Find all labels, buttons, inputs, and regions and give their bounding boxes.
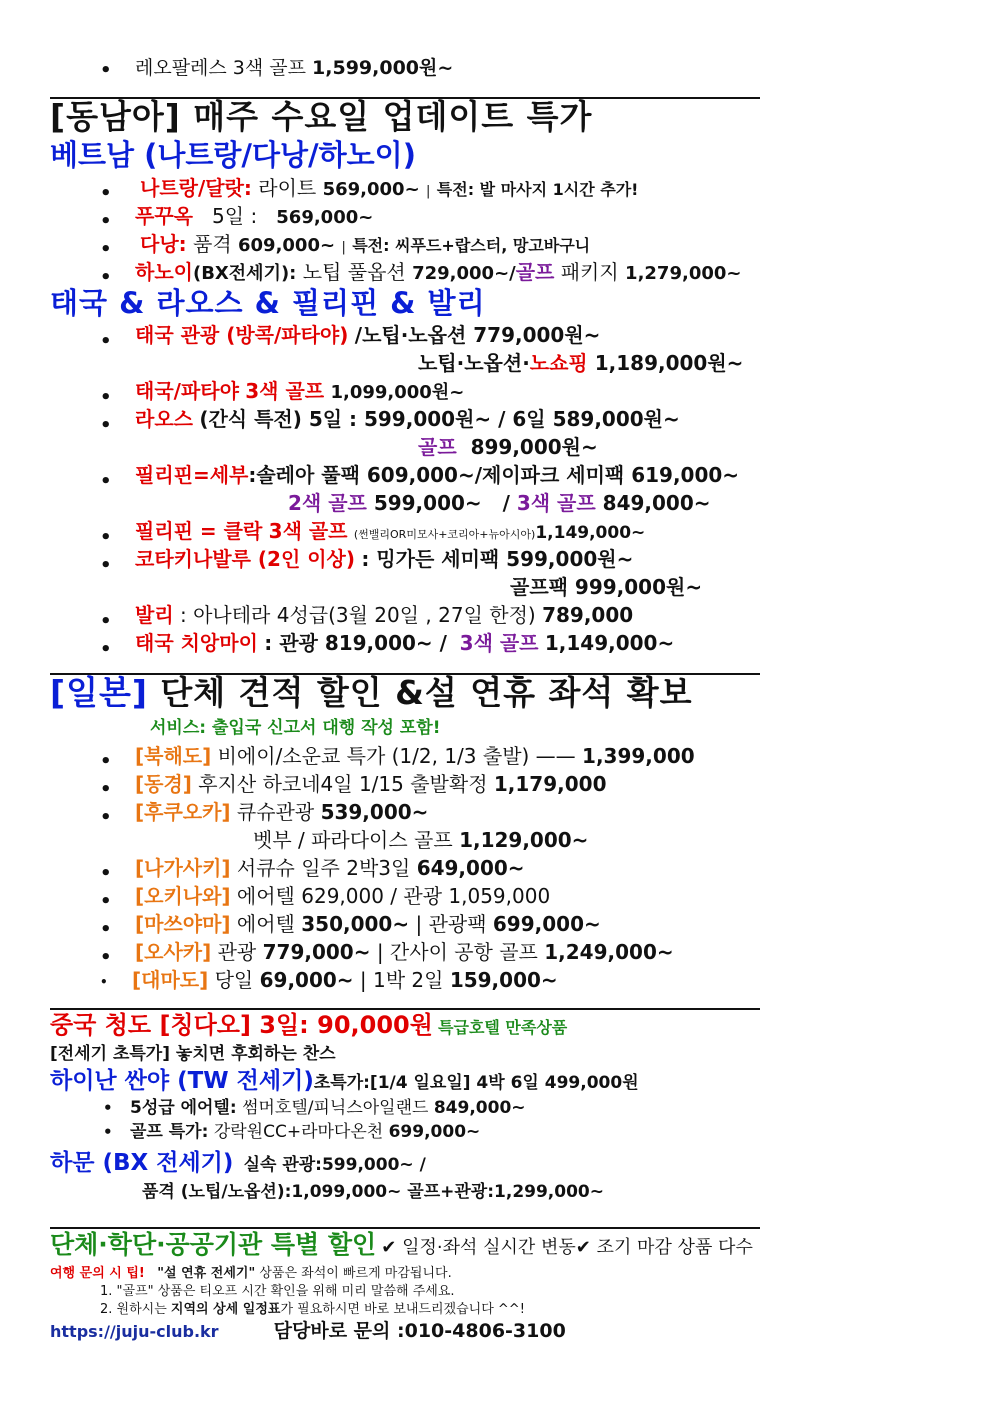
item-name: [나가사키] (135, 856, 231, 880)
item-desc: | 간사이 공항 골프 (376, 940, 538, 964)
list-item-cont (418, 436, 598, 459)
item-price: 789,000 (542, 603, 634, 627)
bullet: • (100, 415, 112, 436)
item-desc: 서큐슈 일주 2박3일 (236, 856, 411, 880)
xiamen-line2: 품격 (노팁/노옵션):1,099,000~ 골프+관광:1,299,000~ (142, 1182, 604, 1202)
xiamen-title: 하문 (BX 전세기) (50, 1150, 234, 1176)
item-highlight: 노쇼핑 (529, 351, 588, 375)
golf-label: 2색 골프 (288, 491, 367, 515)
china-badge: 특급호텔 만족상품 (438, 1018, 568, 1037)
item-name: 하노이 (135, 260, 193, 284)
item-price: 779,000~ (262, 940, 371, 964)
footer-heading-row (50, 1231, 753, 1260)
item-name: [북해도] (135, 744, 212, 768)
item-name: 나트랑/달랏: (140, 176, 252, 200)
item-desc: 5일 : (212, 204, 258, 228)
item-desc: 관광 (217, 940, 257, 964)
hainan-desc: 초특가:[1/4 일요일] 4박 6일 499,000원 (313, 1073, 639, 1093)
bullet: • (100, 639, 112, 660)
item-desc: 후지산 하코네4일 1/15 출발확정 (198, 772, 488, 796)
golf-label: 3색 골프 (245, 379, 325, 403)
list-item (135, 885, 550, 908)
item-price: 350,000~ (301, 912, 410, 936)
item-price: 1,399,000 (582, 744, 695, 768)
list-item (135, 745, 695, 768)
item-desc: 품격 (193, 232, 232, 256)
item-name: 태국 관광 (방콕/파타야) (135, 323, 349, 347)
list-item (140, 177, 638, 201)
item-desc: : 아나테라 4성급(3월 20일 , 27일 한정) (180, 603, 536, 627)
item-price: 539,000~ (320, 800, 429, 824)
item-desc: 노팁·노옵션· (418, 351, 530, 375)
item-desc: :솔레아 풀팩 609,000~/제이파크 세미팩 619,000~ (248, 463, 740, 487)
list-item (135, 632, 674, 655)
japan-tag: [일본] (50, 673, 148, 712)
item-name: 태국 치앙마이 (135, 631, 258, 655)
item-name: 필리핀 = 클락 (135, 519, 263, 543)
item-name: 코타키나발루 (2인 이상) (135, 547, 356, 571)
item-price: 1,149,000~ (535, 523, 646, 543)
item-price: 649,000~ (416, 856, 525, 880)
section-heading-sea: [동남아] 매주 수요일 업데이트 특가 (50, 97, 593, 136)
tip-text: 가 필요하시면 바로 보내드리겠습니다 ^^! (280, 1302, 525, 1317)
bullet: • (100, 387, 112, 408)
bullet: • (100, 751, 112, 772)
china-heading: 중국 청도 [칭다오] 3일: 90,000원 (50, 1011, 433, 1039)
item-price: 69,000~ (259, 968, 354, 992)
list-item (135, 548, 633, 571)
footer-heading: 단체·학단·공공기관 특별 할인 (50, 1230, 377, 1259)
item-name: 태국/파타야 (135, 379, 239, 403)
item-price: 569,000~ (322, 179, 420, 200)
list-item (130, 1099, 526, 1119)
list-item (135, 520, 645, 544)
tip-text: 상품은 좌석이 빠르게 마감됩니다. (259, 1266, 452, 1281)
item-price: 1,599,000원~ (312, 57, 454, 79)
item-price: 1,129,000~ (459, 828, 589, 852)
list-item (135, 604, 633, 627)
item-name: [대마도] (132, 968, 209, 992)
bullet: • (100, 183, 112, 204)
list-item (135, 913, 601, 936)
list-item (135, 380, 464, 404)
item-price: 699,000~ (492, 912, 601, 936)
item-price: 609,000~ (238, 235, 336, 256)
bullet: • (103, 1099, 113, 1117)
section-heading-japan (50, 674, 693, 712)
bullet: • (100, 863, 112, 884)
bullet: • (100, 239, 112, 260)
bullet: • (100, 471, 112, 492)
charter-note: [전세기 초특가] 놓치면 후회하는 찬스 (50, 1044, 336, 1064)
tip-text: 2. 원하시는 (100, 1302, 167, 1317)
bullet: • (100, 919, 112, 940)
list-item (135, 773, 606, 796)
separator: | (426, 184, 431, 199)
service-note: 서비스: 출입국 신고서 대행 작성 포함! (150, 718, 441, 738)
vietnam-title: 베트남 (나트랑/다낭/하노이) (50, 138, 416, 172)
item-desc: | 1박 2일 (359, 968, 444, 992)
list-item (135, 58, 453, 80)
item-desc: 벳부 / 파라다이스 골프 (253, 828, 453, 852)
list-item-cont (288, 492, 711, 515)
item-price: 849,000~ (433, 1098, 526, 1118)
tip-quote: "설 연휴 전세기" (157, 1266, 256, 1281)
item-desc: 라이트 (258, 176, 317, 200)
footer-note: ✔ 일정·좌석 실시간 변동✔ 조기 마감 상품 다수 (381, 1237, 753, 1258)
tip-line (50, 1267, 452, 1282)
tip-highlight: 지역의 상세 일정표 (170, 1302, 281, 1317)
item-price: 1,249,000~ (544, 940, 674, 964)
xiamen-desc: 실속 관광:599,000~ / (243, 1155, 426, 1175)
item-name: [마쓰야마] (135, 912, 231, 936)
golf-label: 3색 골프 (268, 519, 348, 543)
item-price: 159,000~ (449, 968, 558, 992)
item-name: 5성급 에어텔: (130, 1098, 237, 1118)
item-name: [오사카] (135, 940, 212, 964)
bullet: • (100, 611, 112, 632)
hainan-row (50, 1068, 639, 1094)
item-price: 699,000~ (388, 1122, 481, 1142)
bullet: • (103, 1123, 113, 1141)
item-desc: /노팁·노옵션 779,000원~ (354, 323, 601, 347)
list-item (135, 801, 428, 824)
item-price: 729,000~/ (412, 263, 516, 284)
tip-label: 여행 문의 시 팁! (50, 1266, 145, 1281)
list-item (135, 857, 525, 880)
item-name: [동경] (135, 772, 192, 796)
list-item (135, 205, 373, 229)
list-item (130, 1123, 480, 1143)
list-item (135, 324, 600, 347)
item-name: 푸꾸옥 (135, 204, 193, 228)
bullet: • (100, 555, 112, 576)
contact-phone: 담당바로 문의 :010-4806-3100 (273, 1320, 566, 1342)
item-name: [오키나와] (135, 884, 231, 908)
item-name: 필리핀=세부 (135, 463, 249, 487)
item-price: 1,279,000~ (625, 263, 742, 284)
item-price: 1,149,000~ (544, 631, 675, 655)
bullet: • (100, 211, 112, 232)
item-price: 599,000~ (373, 491, 482, 515)
item-name: 골프 특가: (130, 1122, 209, 1142)
list-item (135, 464, 739, 487)
golf-label: 골프 (515, 260, 555, 284)
item-price: 1,179,000 (493, 772, 607, 796)
item-desc: | 관광팩 (415, 912, 487, 936)
china-heading-row (50, 1012, 567, 1040)
item-desc: (간식 특전) 5일 : 599,000원~ / 6일 589,000원~ (199, 407, 680, 431)
item-price: 1,189,000원~ (594, 351, 744, 375)
item-price: 1,099,000원~ (330, 382, 465, 403)
item-desc: 강락원CC+라마다온천 (213, 1122, 384, 1142)
item-price: 849,000~ (602, 491, 711, 515)
item-desc: 에어텔 (236, 912, 295, 936)
contact-row (50, 1321, 566, 1343)
item-name: 라오스 (135, 407, 193, 431)
list-item-cont (418, 352, 743, 375)
hainan-title: 하이난 싼야 (TW 전세기) (50, 1068, 314, 1094)
divider (50, 1008, 760, 1010)
golf-label: 3색 골프 (459, 631, 539, 655)
bullet: • (100, 331, 112, 352)
list-item (132, 969, 558, 992)
bullet: • (100, 975, 108, 989)
bullet: • (100, 891, 112, 912)
item-name: (BX전세기): (192, 263, 297, 284)
item-desc: 큐슈관광 (236, 800, 315, 824)
list-item (135, 261, 741, 285)
item-desc: 당일 (214, 968, 254, 992)
list-item-cont (253, 829, 588, 852)
item-name: 다낭: (140, 232, 187, 256)
item-name: [후쿠오카] (135, 800, 231, 824)
item-name: 레오팔레스 3색 골프 (135, 57, 306, 79)
tip-item (100, 1303, 525, 1318)
item-desc: : 밍가든 세미팩 599,000원~ (361, 547, 634, 571)
item-price: 899,000원~ (470, 435, 598, 459)
bullet: • (100, 779, 112, 800)
item-desc: 패키지 (560, 260, 619, 284)
bullet: • (100, 527, 112, 548)
item-desc: 노팁 풀옵션 (302, 260, 406, 284)
item-desc: 비에이/소운쿄 특가 (1/2, 1/3 출발) —— (217, 744, 576, 768)
japan-heading: 단체 견적 할인 &설 연휴 좌석 확보 (160, 673, 693, 712)
list-item (140, 233, 590, 257)
item-note: 특전: 발 마사지 1시간 추가! (436, 180, 639, 199)
item-name: 발리 (135, 603, 174, 627)
item-note: (썬밸리OR미모사+코리아+뉴아시아) (353, 528, 536, 541)
bullet: • (100, 807, 112, 828)
list-item (135, 408, 680, 431)
thailand-title: 태국 & 라오스 & 필리핀 & 발리 (50, 286, 486, 320)
item-note: 특전: 씨푸드+랍스터, 망고바구니 (352, 236, 591, 255)
golf-label: 골프 (418, 435, 457, 459)
list-item-cont: 골프팩 999,000원~ (510, 575, 703, 599)
tip-item: 1. "골프" 상품은 티오프 시간 확인을 위해 미리 말씀해 주세요. (100, 1284, 455, 1299)
bullet: • (100, 60, 112, 81)
xiamen-row (50, 1150, 426, 1176)
golf-label: 3색 골프 (516, 491, 596, 515)
bullet: • (100, 947, 112, 968)
item-price: 569,000~ (276, 207, 374, 228)
list-item (135, 941, 674, 964)
item-desc: 썸머호텔/피닉스아일랜드 (242, 1098, 429, 1118)
bullet: • (100, 267, 112, 288)
separator: / (502, 491, 510, 515)
separator: | (341, 240, 346, 255)
website-link[interactable]: https://juju-club.kr (50, 1322, 219, 1341)
item-desc: 에어텔 629,000 / 관광 1,059,000 (236, 884, 551, 908)
divider (50, 1227, 760, 1229)
item-desc: : 관광 819,000~ / (264, 631, 447, 655)
